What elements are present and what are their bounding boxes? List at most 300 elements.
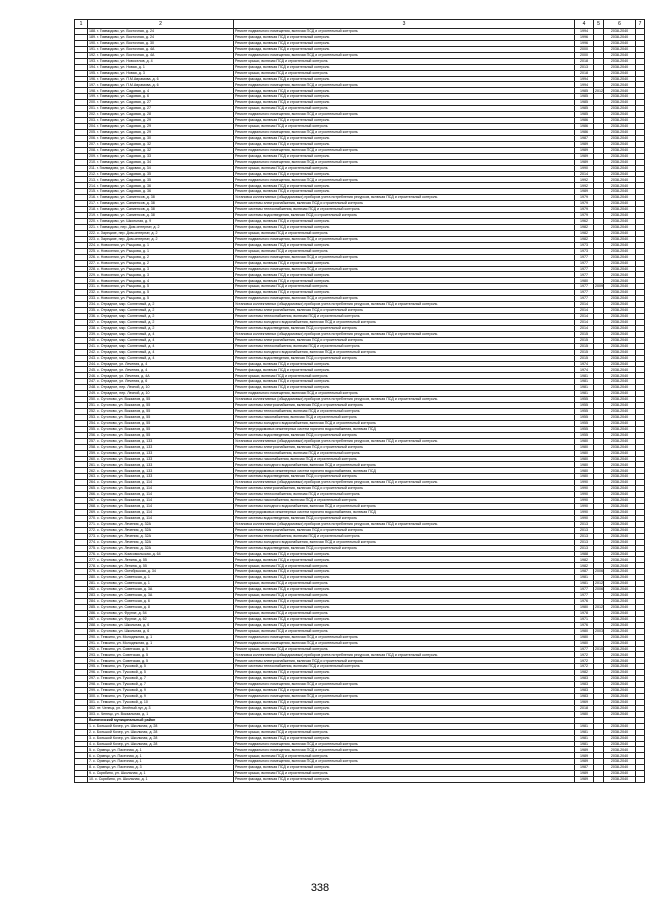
cell-c3: Ремонт системы газоснабжения, включая ПСД и строительный контроль	[234, 498, 575, 504]
cell-c4: 2015	[575, 349, 594, 355]
cell-c2: 295. с. Темкино, ул. Тучковой, д. 5	[88, 664, 234, 670]
cell-c5: 2010	[595, 646, 603, 651]
cell-c6: 2038-2040	[604, 82, 636, 88]
cell-c6: 2038-2040	[604, 569, 636, 575]
cell-c6: 2038-2040	[604, 213, 636, 219]
cell-c6: 2038-2040	[604, 599, 636, 605]
cell-c3: Ремонт подвального помещения, включая ПСД и строительный контроль	[234, 159, 575, 165]
cell-c4: 1980	[575, 438, 594, 444]
cell-c3: Установка коллективных (общедомовых) приборов учета потребления ресурсов, включая ПСД и строительный контроль	[234, 397, 575, 403]
cell-c4: 1980	[575, 462, 594, 468]
cell-c6: 2038-2040	[604, 34, 636, 40]
cell-c4: 1981	[575, 575, 594, 581]
cell-c3: Ремонт крыши, включая ПСД и строительный контроль	[234, 373, 575, 379]
cell-c4: 1976	[575, 622, 594, 628]
cell-c3: Ремонт фасада, включая ПСД и строительный контроль	[234, 278, 575, 284]
cell-c4: 1988	[575, 551, 594, 557]
cell-c4: 1989	[575, 777, 594, 783]
cell-c6: 2038-2040	[604, 735, 636, 741]
cell-c4: 1980	[575, 474, 594, 480]
cell-c2: 266. с. Сутоново, ул. Вокзалов, д. 114	[88, 492, 234, 498]
cell-c6: 2038-2040	[604, 236, 636, 242]
cell-c3: Ремонт фасада, включая ПСД и строительный контроль	[234, 135, 575, 141]
cell-c6: 2038-2040	[604, 177, 636, 183]
cell-c3: Ремонт фасада, включая ПСД и строительный контроль	[234, 557, 575, 563]
cell-c6: 2038-2040	[604, 444, 636, 450]
cell-c2: 277. с. Сутоново, ул. Ленина, д. 55	[88, 557, 234, 563]
cell-c2: 236. с. Отрадное, мкр. Солнечный, д. 2	[88, 314, 234, 320]
cell-c4: 1989	[575, 141, 594, 147]
cell-c3: Ремонт фасада, включая ПСД и строительный контроль	[234, 88, 575, 94]
cell-c2: 251. с. Сутоново, ул. Вокзалов, д. 55	[88, 403, 234, 409]
cell-c4: 1955	[575, 397, 594, 403]
cell-c4: 1990	[575, 504, 594, 510]
cell-c6: 2038-2040	[604, 414, 636, 420]
cell-c6: 2038-2040	[604, 100, 636, 106]
cell-c6: 2038-2040	[604, 432, 636, 438]
cell-c4: 1977	[575, 290, 594, 296]
cell-c2: 292. с. Темкино, ул. Советская, д. 5	[88, 646, 234, 652]
cell-c6: 2038-2040	[604, 676, 636, 682]
cell-c6: 2038-2040	[604, 70, 636, 76]
cell-c6: 2038-2040	[604, 480, 636, 486]
cell-c4: 1992	[575, 183, 594, 189]
cell-c3: Ремонт фасада, включая ПСД и строительный контроль	[234, 569, 575, 575]
cell-c2: 260. с. Сутоново, ул. Вокзалов, д. 133	[88, 456, 234, 462]
cell-c4: 1955	[575, 432, 594, 438]
cell-c3: Ремонт крыши, включая ПСД и строительный контроль	[234, 70, 575, 76]
cell-c2: 257. с. Сутоново, ул. Вокзалов, д. 133	[88, 438, 234, 444]
cell-c6: 2038-2040	[604, 688, 636, 694]
cell-c6: 2038-2040	[604, 379, 636, 385]
cell-c3: Ремонт крыши, включая ПСД и строительный контроль	[234, 646, 575, 652]
cell-c6: 2038-2040	[604, 159, 636, 165]
cell-c6: 2038-2040	[604, 325, 636, 331]
cell-c2: 206. г. Гиммидово, ул. Садовая, д. 30	[88, 135, 234, 141]
cell-c2: 299. с. Темкино, ул. Тучковой, д. 9	[88, 688, 234, 694]
cell-c6: 2038-2040	[604, 337, 636, 343]
cell-c2: 255. с. Сутоново, ул. Вокзалов, д. 55	[88, 426, 234, 432]
cell-c2: 270. с. Сутоново, ул. Вокзалов, д. 114	[88, 515, 234, 521]
cell-c2: 196. г. Гиммидово, ул. П.М.Аврамова, д. 6	[88, 76, 234, 82]
cell-c4: 1980	[575, 628, 594, 634]
cell-c3: Ремонт крыши, включая ПСД и строительный контроль	[234, 753, 575, 759]
cell-c3: Ремонт крыши, включая ПСД и строительный контроль	[234, 284, 575, 290]
cell-c4: 1994	[575, 29, 594, 35]
cell-c2: 224. с. Новоселки, ул. Рыцкова, д. 1	[88, 242, 234, 248]
cell-c3: Ремонт системы электроснабжения, включая ПСД и строительный контроль	[234, 444, 575, 450]
cell-c2: 248. с. Отрадное, пер. Лесной, д. 10	[88, 385, 234, 391]
cell-c4: 1981	[575, 581, 594, 587]
cell-c6: 2038-2040	[604, 450, 636, 456]
cell-c4: 1979	[575, 195, 594, 201]
cell-c6: 2038-2040	[604, 361, 636, 367]
cell-c6: 2038-2040	[604, 468, 636, 474]
cell-c3: Ремонт подвального помещения, включая ПСД и строительный контроль	[234, 266, 575, 272]
cell-c7	[636, 777, 645, 783]
cell-c6: 2038-2040	[604, 456, 636, 462]
cell-c3: Ремонт фасада, включая ПСД и строительный контроль	[234, 64, 575, 70]
cell-c6: 2038-2040	[604, 165, 636, 171]
cell-c2: 276. с. Сутоново, ул. Комсомольская, д. 64	[88, 551, 234, 557]
cell-c3: Ремонт подвального помещения, включая ПСД и строительный контроль	[234, 694, 575, 700]
cell-c4: 1994	[575, 82, 594, 88]
cell-c4: 1977	[575, 296, 594, 302]
cell-c6: 2038-2040	[604, 551, 636, 557]
cell-c2: 261. с. Сутоново, ул. Вокзалов, д. 133	[88, 462, 234, 468]
cell-c2: 275. с. Сутоново, ул. Лечения, д. 32А	[88, 545, 234, 551]
cell-c3: Ремонт системы водоотведения, включая ПСД и строительный контроль	[234, 515, 575, 521]
cell-c3: Ремонт системы холодного водоснабжения, включая ПСД и строительный контроль	[234, 504, 575, 510]
cell-c6: 2038-2040	[604, 575, 636, 581]
cell-c6: 2038-2040	[604, 314, 636, 320]
cell-c3: Ремонт системы теплоснабжения, включая ПСД и строительный контроль	[234, 409, 575, 415]
cell-c3: Ремонт системы водоотведения, включая ПСД и строительный контроль	[234, 325, 575, 331]
cell-c3: Ремонт системы электроснабжения, включая ПСД и строительный контроль	[234, 201, 575, 207]
cell-c6: 2038-2040	[604, 587, 636, 593]
cell-c2: 242. с. Отрадное, мкр. Солнечный, д. 4	[88, 349, 234, 355]
cell-c6: 2038-2040	[604, 563, 636, 569]
cell-c3: Ремонт фасада, включая ПСД и строительный контроль	[234, 219, 575, 225]
header-cell: 3	[234, 20, 575, 29]
cell-c6: 2038-2040	[604, 46, 636, 52]
cell-c3: Ремонт подвального помещения, включая ПСД и строительный контроль	[234, 177, 575, 183]
cell-c4: 1990	[575, 165, 594, 171]
cell-c3: Ремонт системы теплоснабжения, включая ПСД и строительный контроль	[234, 450, 575, 456]
cell-c4: 1980	[575, 456, 594, 462]
cell-c3: Ремонт крыши, включая ПСД и строительный контроль	[234, 58, 575, 64]
cell-c6: 2038-2040	[604, 646, 636, 652]
cell-c3: Ремонт крыши, включая ПСД и строительный контроль	[234, 771, 575, 777]
cell-c2: 287. с. Сутоново, ул. Фрунзе, д. 62	[88, 616, 234, 622]
cell-c4: 2014	[575, 302, 594, 308]
cell-c6: 2038-2040	[604, 219, 636, 225]
cell-c3: Установка коллективных (общедомовых) приборов учета потребления ресурсов, включая ПСД и строительный контроль	[234, 331, 575, 337]
cell-c5: 2006	[595, 587, 603, 592]
cell-c2: 5. с. Ормецк, ул. Пасечная, д. 1	[88, 747, 234, 753]
cell-c3: Ремонт системы теплоснабжения, включая ПСД и строительный контроль	[234, 343, 575, 349]
cell-c2: 252. с. Сутоново, ул. Вокзалов, д. 55	[88, 409, 234, 415]
cell-c4: 1977	[575, 266, 594, 272]
cell-c4: 2013	[575, 64, 594, 70]
cell-c3: Ремонт фасада, включая ПСД и строительный контроль	[234, 699, 575, 705]
cell-c3: Ремонт системы электроснабжения, включая ПСД и строительный контроль	[234, 308, 575, 314]
cell-c4: 1990	[575, 486, 594, 492]
cell-c4: 1989	[575, 771, 594, 777]
cell-c4: 1979	[575, 201, 594, 207]
cell-c3: Ремонт системы электроснабжения, включая ПСД и строительный контроль	[234, 658, 575, 664]
cell-c3: Ремонт системы электроснабжения, включая ПСД и строительный контроль	[234, 527, 575, 533]
cell-c2: 256. с. Сутоново, ул. Вокзалов, д. 55	[88, 432, 234, 438]
cell-c4: 1969	[575, 699, 594, 705]
cell-c6: 2038-2040	[604, 272, 636, 278]
cell-c2: 262. с. Сутоново, ул. Вокзалов, д. 133	[88, 468, 234, 474]
cell-c3: Ремонт крыши, включая ПСД и строительный контроль	[234, 628, 575, 634]
cell-c3: Ремонт подвального помещения, включая ПСД и строительный контроль	[234, 236, 575, 242]
cell-c3: Ремонт внутридомовых инженерных систем горячего водоснабжения, включая ПСД	[234, 426, 575, 432]
cell-c5: 2006	[595, 569, 603, 574]
cell-c4: 2014	[575, 308, 594, 314]
cell-c2: 199. г. Гиммидово, ул. Садовая, д. 6	[88, 94, 234, 100]
cell-c3: Ремонт крыши, включая ПСД и строительный контроль	[234, 124, 575, 130]
cell-c3: Ремонт фасада, включая ПСД и строительный контроль	[234, 688, 575, 694]
cell-c3: Ремонт системы холодного водоснабжения, включая ПСД и строительный контроль	[234, 462, 575, 468]
cell-c6: 2038-2040	[604, 652, 636, 658]
cell-c4: 1986	[575, 118, 594, 124]
cell-c3: Ремонт фасада, включая ПСД и строительный контроль	[234, 604, 575, 610]
cell-c2: 291. с. Темкино, ул. Молодежная, д. 1	[88, 640, 234, 646]
cell-c3: Ремонт фасада, включая ПСД и строительный контроль	[234, 616, 575, 622]
cell-c2: 267. с. Сутоново, ул. Вокзалов, д. 114	[88, 498, 234, 504]
cell-c5: 2009	[595, 284, 603, 289]
cell-c2: 264. с. Сутоново, ул. Вокзалов, д. 114	[88, 480, 234, 486]
cell-c3: Ремонт системы газоснабжения, включая ПСД и строительный контроль	[234, 414, 575, 420]
cell-c6: 2038-2040	[604, 492, 636, 498]
cell-c6: 2038-2040	[604, 759, 636, 765]
cell-c3: Установка коллективных (общедомовых) приборов учета потребления ресурсов, включая ПСД и строительный контроль	[234, 480, 575, 486]
cell-c3: Ремонт фасада, включая ПСД и строительный контроль	[234, 385, 575, 391]
cell-c2: 297. с. Темкино, ул. Тучковой, д. 7	[88, 676, 234, 682]
cell-c3: Ремонт системы холодного водоснабжения, включая ПСД и строительный контроль	[234, 539, 575, 545]
cell-c3: Ремонт системы газоснабжения, включая ПСД и строительный контроль	[234, 456, 575, 462]
cell-c4: 1977	[575, 593, 594, 599]
cell-c3: Ремонт системы водоотведения, включая ПСД и строительный контроль	[234, 355, 575, 361]
cell-c4: 1981	[575, 385, 594, 391]
cell-c6: 2038-2040	[604, 640, 636, 646]
cell-c3: Ремонт подвального помещения, включая ПСД и строительный контроль	[234, 391, 575, 397]
header-cell: 2	[88, 20, 234, 29]
cell-c4: 1979	[575, 207, 594, 213]
cell-c6: 2038-2040	[604, 147, 636, 153]
cell-c2: 301. с. Темкино, ул. Тучковой, д. 10	[88, 699, 234, 705]
cell-c4: 1982	[575, 236, 594, 242]
cell-c4: 1955	[575, 409, 594, 415]
cell-c4: 1985	[575, 106, 594, 112]
cell-c2: 225. с. Новоселки, ул. Рыцкова, д. 1	[88, 248, 234, 254]
cell-c4: 1989	[575, 159, 594, 165]
cell-c4: 1976	[575, 599, 594, 605]
cell-c3: Ремонт системы электроснабжения, включая ПСД и строительный контроль	[234, 337, 575, 343]
cell-c6: 2038-2040	[604, 183, 636, 189]
cell-c2: 235. с. Отрадное, мкр. Солнечный, д. 2	[88, 308, 234, 314]
cell-c2: 238. с. Отрадное, мкр. Солнечный, д. 2	[88, 325, 234, 331]
cell-c3: Ремонт фасада, включая ПСД и строительный контроль	[234, 575, 575, 581]
cell-c6: 2038-2040	[604, 367, 636, 373]
cell-c4: 1972	[575, 652, 594, 658]
cell-c4: 1955	[575, 403, 594, 409]
cell-c4: 1983	[575, 688, 594, 694]
cell-c6: 2038-2040	[604, 533, 636, 539]
cell-c3: Ремонт фасада, включая ПСД и строительный контроль	[234, 272, 575, 278]
cell-c3: Ремонт крыши, включая ПСД и строительный контроль	[234, 563, 575, 569]
cell-c2: 4. с. Большой Кочер, ул. Школьная, д. 28	[88, 741, 234, 747]
cell-c4: 1977	[575, 254, 594, 260]
cell-c6: 2038-2040	[604, 604, 636, 610]
cell-c3: Ремонт внутридомовых инженерных систем горячего водоснабжения, включая ПСД	[234, 468, 575, 474]
cell-c3: Ремонт фасада, включая ПСД и строительный контроль	[234, 118, 575, 124]
cell-c2: 265. с. Сутоново, ул. Вокзалов, д. 114	[88, 486, 234, 492]
cell-c4: 1973	[575, 242, 594, 248]
cell-c2: 189. г. Гиммидово, ул. Восточная, д. 24	[88, 34, 234, 40]
cell-c2: 192. г. Гиммидово, ул. Восточная, д. 4А	[88, 52, 234, 58]
cell-c4: 2018	[575, 705, 594, 711]
cell-c3: Ремонт подвального помещения, включая ПСД и строительный контроль	[234, 296, 575, 302]
cell-c2: 241. с. Отрадное, мкр. Солнечный, д. 4	[88, 343, 234, 349]
cell-c6: 2038-2040	[604, 195, 636, 201]
cell-c6: 2038-2040	[604, 486, 636, 492]
cell-c6: 2038-2040	[604, 628, 636, 634]
cell-c3: Ремонт крыши, включая ПСД и строительный контроль	[234, 729, 575, 735]
cell-c2: 203. г. Гиммидово, ул. Садовая, д. 29	[88, 118, 234, 124]
cell-c4: 1985	[575, 100, 594, 106]
cell-c2: 289. с. Сутоново, ул. Школьная, д. 6	[88, 628, 234, 634]
cell-c2: 231. с. Новоселки, ул. Рыцкова, д. 5	[88, 284, 234, 290]
cell-c2: 198. г. Гиммидово, ул. Садовая, д. 4	[88, 88, 234, 94]
cell-c4: 1985	[575, 88, 594, 94]
cell-c6: 2038-2040	[604, 771, 636, 777]
cell-c6: 2038-2040	[604, 230, 636, 236]
cell-c2: 8. с. Ормецк, ул. Пасечная, д. 3	[88, 765, 234, 771]
cell-c2: 258. с. Сутоново, ул. Вокзалов, д. 133	[88, 444, 234, 450]
cell-c6: 2038-2040	[604, 741, 636, 747]
cell-c3: Установка коллективных (общедомовых) приборов учета потребления ресурсов, включая ПСД и строительный контроль	[234, 521, 575, 527]
cell-c4: 1996	[575, 34, 594, 40]
cell-c3: Ремонт фасада, включая ПСД и строительный контроль	[234, 676, 575, 682]
cell-c4: 1990	[575, 480, 594, 486]
cell-c3: Ремонт подвального помещения, включая ПСД и строительный контроль	[234, 747, 575, 753]
cell-c2: 3. с. Большой Кочер, ул. Школьная, д. 28	[88, 735, 234, 741]
cell-c4: 1989	[575, 759, 594, 765]
cell-c4: 2018	[575, 70, 594, 76]
cell-c3: Установка коллективных (общедомовых) приборов учета потребления ресурсов, включая ПСД и строительный контроль	[234, 195, 575, 201]
cell-c6: 2038-2040	[604, 153, 636, 159]
cell-c3: Ремонт подвального помещения, включая ПСД и строительный контроль	[234, 741, 575, 747]
cell-c4: 1989	[575, 753, 594, 759]
cell-c6: 2038-2040	[604, 711, 636, 717]
cell-c2: 216. г. Гиммидово, ул. Сапиенсов, д. 38	[88, 195, 234, 201]
cell-c4: 1982	[575, 563, 594, 569]
cell-c3: Ремонт фасада, включая ПСД и строительный контроль	[234, 141, 575, 147]
cell-c3: Ремонт подвального помещения, включая ПСД и строительный контроль	[234, 129, 575, 135]
cell-c4: 2014	[575, 319, 594, 325]
cell-c2: Выгоничский муниципальный район	[88, 717, 234, 723]
cell-c4: 1989	[575, 747, 594, 753]
cell-c6: 2038-2040	[604, 260, 636, 266]
cell-c6: 2038-2040	[604, 189, 636, 195]
cell-c2: 205. г. Гиммидово, ул. Садовая, д. 29	[88, 129, 234, 135]
cell-c4: 1972	[575, 664, 594, 670]
cell-c6: 2038-2040	[604, 248, 636, 254]
cell-c4: 1986	[575, 124, 594, 130]
cell-c3: Ремонт системы холодного водоснабжения, включая ПСД и строительный контроль	[234, 349, 575, 355]
cell-c2: 279. с. Сутоново, ул. Октябрьская, д. 34	[88, 569, 234, 575]
cell-c3: Ремонт фасада, включая ПСД и строительный контроль	[234, 153, 575, 159]
cell-c2: 200. г. Гиммидово, ул. Садовая, д. 27	[88, 100, 234, 106]
cell-c2: 212. г. Гиммидово, ул. Садовая, д. 35	[88, 171, 234, 177]
cell-c4: 1972	[575, 658, 594, 664]
cell-c4: 1990	[575, 515, 594, 521]
cell-c3: Ремонт фасада, включая ПСД и строительный контроль	[234, 242, 575, 248]
cell-c6: 2038-2040	[604, 94, 636, 100]
cell-c4: 1980	[575, 604, 594, 610]
cell-c6: 2038-2040	[604, 76, 636, 82]
cell-c6: 2038-2040	[604, 207, 636, 213]
cell-c6: 2038-2040	[604, 581, 636, 587]
cell-c2: 232. с. Новоселки, ул. Рыцкова, д. 5	[88, 290, 234, 296]
cell-c4: 2015	[575, 331, 594, 337]
cell-c2: 227. с. Новоселки, ул. Рыцкова, д. 2	[88, 260, 234, 266]
cell-c2: 188. г. Гиммидово, ул. Восточная, д. 24	[88, 29, 234, 35]
cell-c4: 1989	[575, 147, 594, 153]
cell-c2: 286. с. Сутоново, ул. Фрунзе, д. 54	[88, 610, 234, 616]
cell-c6: 2038-2040	[604, 40, 636, 46]
cell-c2: 229. с. Новоселки, ул. Рыцкова, д. 3	[88, 272, 234, 278]
cell-c2: 247. с. Отрадное, ул. Лечения, д. 6	[88, 379, 234, 385]
cell-c4: 1990	[575, 498, 594, 504]
cell-c3: Ремонт фасада, включая ПСД и строительный контроль	[234, 711, 575, 717]
cell-c6: 2038-2040	[604, 135, 636, 141]
cell-c6: 2038-2040	[604, 64, 636, 70]
table-header-row	[75, 20, 645, 29]
cell-c6: 2038-2040	[604, 438, 636, 444]
cell-c2: 280. с. Сутоново, ул. Советская, д. 1	[88, 575, 234, 581]
cell-c2: 253. с. Сутоново, ул. Вокзалов, д. 55	[88, 414, 234, 420]
table-row	[75, 777, 645, 783]
header-cell: 4	[575, 20, 594, 29]
cell-c2: 207. г. Гиммидово, ул. Садовая, д. 32	[88, 141, 234, 147]
cell-c2: 233. с. Новоселки, ул. Рыцкова, д. 5	[88, 296, 234, 302]
cell-c3: Ремонт фасада, включая ПСД и строительный контроль	[234, 34, 575, 40]
cell-c2: 259. с. Сутоново, ул. Вокзалов, д. 133	[88, 450, 234, 456]
cell-c3: Ремонт фасада, включая ПСД и строительный контроль	[234, 367, 575, 373]
cell-c6: 2038-2040	[604, 385, 636, 391]
cell-c6: 2038-2040	[604, 129, 636, 135]
cell-c4: 1989	[575, 189, 594, 195]
cell-c2: 300. с. Темкино, ул. Тучковой, д. 9	[88, 694, 234, 700]
cell-c4: 1981	[575, 373, 594, 379]
cell-c6: 2038-2040	[604, 391, 636, 397]
cell-c6: 2038-2040	[604, 355, 636, 361]
cell-c3: Ремонт внутридомовых инженерных систем горячего водоснабжения, включая ПСД	[234, 509, 575, 515]
cell-c6: 2038-2040	[604, 331, 636, 337]
cell-c2: 2. с. Большой Кочер, ул. Школьная, д. 28	[88, 729, 234, 735]
cell-c2: 197. г. Гиммидово, ул. П.М.Аврамова, д. 6	[88, 82, 234, 88]
cell-c6: 2038-2040	[604, 723, 636, 729]
cell-c3: Ремонт системы электроснабжения, включая ПСД и строительный контроль	[234, 486, 575, 492]
cell-c4: 1990	[575, 509, 594, 515]
cell-c4: 2015	[575, 343, 594, 349]
cell-c2: 290. с. Темкино, ул. Молодежная, д. 1	[88, 634, 234, 640]
cell-c6: 2038-2040	[604, 670, 636, 676]
cell-c2: 7. с. Ормецк, ул. Пасечная, д. 1	[88, 759, 234, 765]
cell-c6: 2038-2040	[604, 58, 636, 64]
cell-c4: 2014	[575, 325, 594, 331]
cell-c6: 2038-2040	[604, 118, 636, 124]
cell-c4: 2013	[575, 533, 594, 539]
cell-c3: Ремонт подвального помещения, включая ПСД и строительный контроль	[234, 254, 575, 260]
cell-c3: Установка коллективных (общедомовых) приборов учета потребления ресурсов, включая ПСД и строительный контроль	[234, 302, 575, 308]
cell-c4: 1980	[575, 634, 594, 640]
cell-c4: 1983	[575, 676, 594, 682]
cell-c2: 228. с. Новоселки, ул. Рыцкова, д. 3	[88, 266, 234, 272]
cell-c2: 245. с. Отрадное, ул. Лечения, д. 4	[88, 367, 234, 373]
cell-c2: 271. с. Сутоново, ул. Лечения, д. 32А	[88, 521, 234, 527]
cell-c6: 2038-2040	[604, 308, 636, 314]
cell-c2: 254. с. Сутоново, ул. Вокзалов, д. 55	[88, 420, 234, 426]
cell-c2: 263. с. Сутоново, ул. Вокзалов, д. 133	[88, 474, 234, 480]
cell-c6: 2038-2040	[604, 426, 636, 432]
cell-c4: 1987	[575, 765, 594, 771]
